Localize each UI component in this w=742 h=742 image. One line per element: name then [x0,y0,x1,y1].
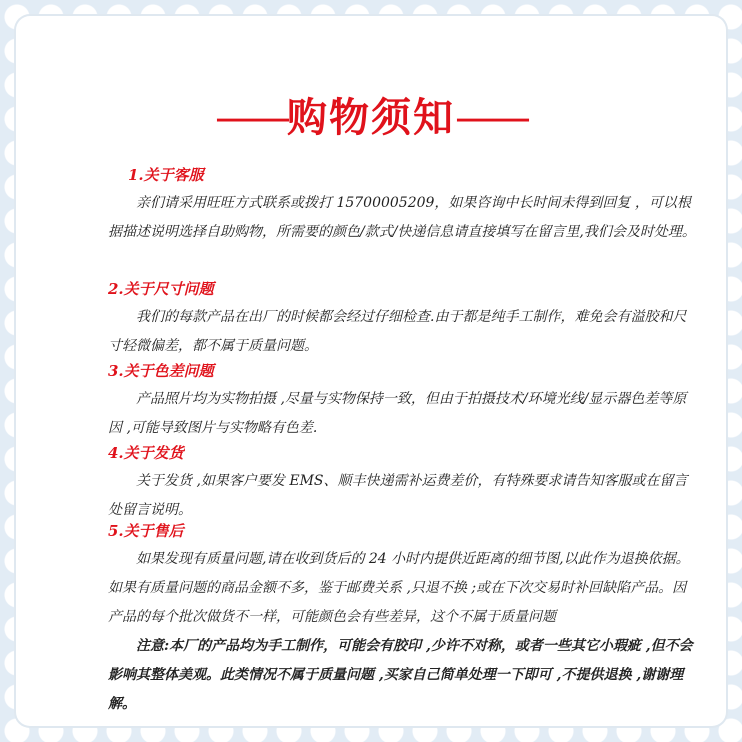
section-heading: 5.关于售后 [108,522,184,540]
section-body: 关于发货 ,如果客户要发 EMS、顺丰快递需补运费差价，有特殊要求请告知客服或在留言处留言说明。 [108,473,688,518]
section-shipping [108,442,698,525]
section-size [108,278,698,361]
section-heading: 3.关于色差问题 [108,362,214,380]
section-after-sales [108,520,698,719]
section-color-difference [108,360,698,443]
section-customer-service [108,164,698,247]
section-body: 如果发现有质量问题,请在收到货后的 24 小时内提供近距离的细节图,以此作为退换依据。 如果有质量问题的商品金额不多，鉴于邮费关系 ,只退不换 ;或在下次交易时补回缺陷产品。因产品的每个批次做货不一样，可能颜色会有些差异，这个不属于质量问题 [108,551,690,625]
title-dash-right: —— [455,95,527,141]
section-body: 亲们请采用旺旺方式联系或拨打 15700005209，如果咨询中长时间未得到回复 ，可以根据描述说明选择自助购物，所需要的颜色/款式/快递信息请直接填写在留言里,我们会及时处理。 [108,195,696,240]
page-title [16,86,726,143]
section-heading: 2.关于尺寸问题 [108,280,214,298]
section-body: 产品照片均为实物拍摄 ,尽量与实物保持一致，但由于拍摄技术/环境光线/显示器色差等原因 ,可能导致图片与实物略有色差. [108,391,687,436]
section-body: 我们的每款产品在出厂的时候都会经过仔细检查.由于都是纯手工制作，难免会有溢胶和尺寸轻微偏差，都不属于质量问题。 [108,309,687,354]
section-heading: 1.关于客服 [128,166,204,184]
notice-note: 注意:本厂的产品均为手工制作，可能会有胶印 ,少许不对称，或者一些其它小瑕疵 ,但不会影响其整体美观。此类情况不属于质量问题 ,买家自己简单处理一下即可 ,不提供退换 ,谢谢理解。 [108,638,693,712]
title-dash-left: —— [215,95,287,141]
notice-card [16,16,726,726]
section-heading: 4.关于发货 [108,444,184,462]
title-text: 购物须知 [287,95,455,141]
